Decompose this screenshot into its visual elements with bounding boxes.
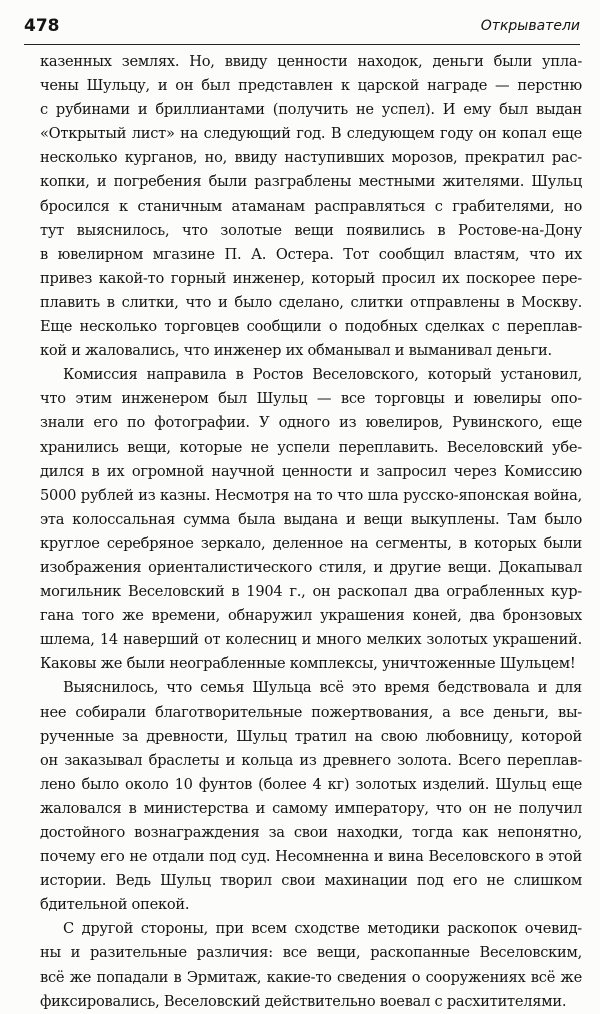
text-line: чены Шульцу, и он был представлен к царской награде — перстню bbox=[40, 77, 582, 95]
text-line: достойного вознаграждения за свои находки, тогда как непонятно, bbox=[40, 824, 582, 841]
text-line: Комиссия направила в Ростов Веселовского, который установил, bbox=[63, 366, 582, 384]
text-line: лено было около 10 фунтов (более 4 кг) золотых изделий. Шульц еще bbox=[40, 775, 582, 793]
text-line: круглое серебряное зеркало, деленное на сегменты, в которых были bbox=[40, 534, 582, 552]
text-line: почему его не отдали под суд. Несомненна и вина Веселовского в этой bbox=[40, 848, 582, 866]
text-line: он заказывал браслеты и кольца из древнего золота. Всего переплав- bbox=[40, 751, 582, 769]
text-line: казенных землях. Но, ввиду ценности находок, деньги были упла- bbox=[40, 53, 582, 70]
text-line: гана того же времени, обнаружил украшения коней, два бронзовых bbox=[40, 607, 582, 625]
text-line: плавить в слитки, что и было сделано, слитки отправлены в Москву. bbox=[40, 293, 582, 311]
text-line: Еще несколько торговцев сообщили о подобных сделках с переплав- bbox=[40, 318, 582, 336]
page-number: 478 bbox=[24, 16, 60, 36]
text-line: могильник Веселовский в 1904 г., он раскопал два ограбленных кур- bbox=[40, 583, 582, 601]
paragraph bbox=[40, 363, 582, 676]
text-line: «Открытый лист» на следующий год. В следующем году он копал еще bbox=[40, 125, 582, 143]
paragraph bbox=[40, 676, 582, 917]
text-line: с рубинами и бриллиантами (получить не успел). И ему был выдан bbox=[40, 101, 582, 119]
text-line: в ювелирном мгазине П. А. Остера. Тот сообщил властям, что их bbox=[40, 245, 582, 263]
paragraph bbox=[40, 917, 582, 1013]
text-line: жаловался в министерства и самому императору, что он не получил bbox=[40, 799, 582, 817]
text-line: Каковы же были неограбленные комплексы, уничтоженные Шульцем! bbox=[40, 655, 576, 673]
text-line: бросился к станичным атаманам расправляться с грабителями, но bbox=[40, 197, 582, 215]
text-line: 5000 рублей из казны. Несмотря на то что шла русско-японская война, bbox=[40, 486, 582, 504]
body-text bbox=[40, 50, 582, 1014]
text-line: изображения ориенталистического стиля, и другие вещи. Докапывал bbox=[40, 558, 582, 576]
running-head bbox=[24, 14, 580, 45]
text-line: знали его по фотографии. У одного из ювелиров, Рувинского, еще bbox=[40, 414, 582, 432]
text-line: эта колоссальная сумма была выдана и вещи выкуплены. Там было bbox=[40, 510, 582, 528]
text-line: привез какой-то горный инженер, который просил их поскорее пере- bbox=[40, 269, 582, 287]
text-line: Выяснилось, что семья Шульца всё это время бедствовала и для bbox=[63, 679, 582, 697]
text-line: нее собирали благотворительные пожертвования, а все деньги, вы- bbox=[40, 703, 582, 721]
text-line: дился в их огромной научной ценности и запросил через Комиссию bbox=[40, 462, 582, 480]
text-line: копки, и погребения были разграблены местными жителями. Шульц bbox=[40, 173, 582, 191]
paragraph bbox=[40, 50, 582, 363]
text-line: что этим инженером был Шульц — все торговцы и ювелиры опо- bbox=[40, 390, 582, 408]
text-line: рученные за древности, Шульц тратил на свою любовницу, которой bbox=[40, 727, 582, 745]
text-line: кой и жаловались, что инженер их обманывал и выманивал деньги. bbox=[40, 342, 552, 360]
text-line: бдительной опекой. bbox=[40, 896, 190, 914]
text-line: несколько курганов, но, ввиду наступивших морозов, прекратил рас- bbox=[40, 149, 582, 167]
text-line: истории. Ведь Шульц творил свои махинации под его не слишком bbox=[40, 872, 582, 890]
text-line: тут выяснилось, что золотые вещи появились в Ростове-на-Дону bbox=[40, 221, 582, 239]
text-line: шлема, 14 наверший от колесниц и много мелких золотых украшений. bbox=[40, 631, 582, 649]
text-line: всё же попадали в Эрмитаж, какие-то сведения о сооружениях всё же bbox=[40, 968, 582, 986]
book-title: Открыватели bbox=[480, 18, 580, 34]
text-line: ны и разительные различия: все вещи, раскопанные Веселовским, bbox=[40, 944, 582, 962]
text-line: хранились вещи, которые не успели переплавить. Веселовский убе- bbox=[40, 438, 582, 456]
text-line: фиксировались, Веселовский действительно воевал с расхитителями. bbox=[40, 992, 567, 1010]
text-line: С другой стороны, при всем сходстве методики раскопок очевид- bbox=[63, 920, 582, 938]
